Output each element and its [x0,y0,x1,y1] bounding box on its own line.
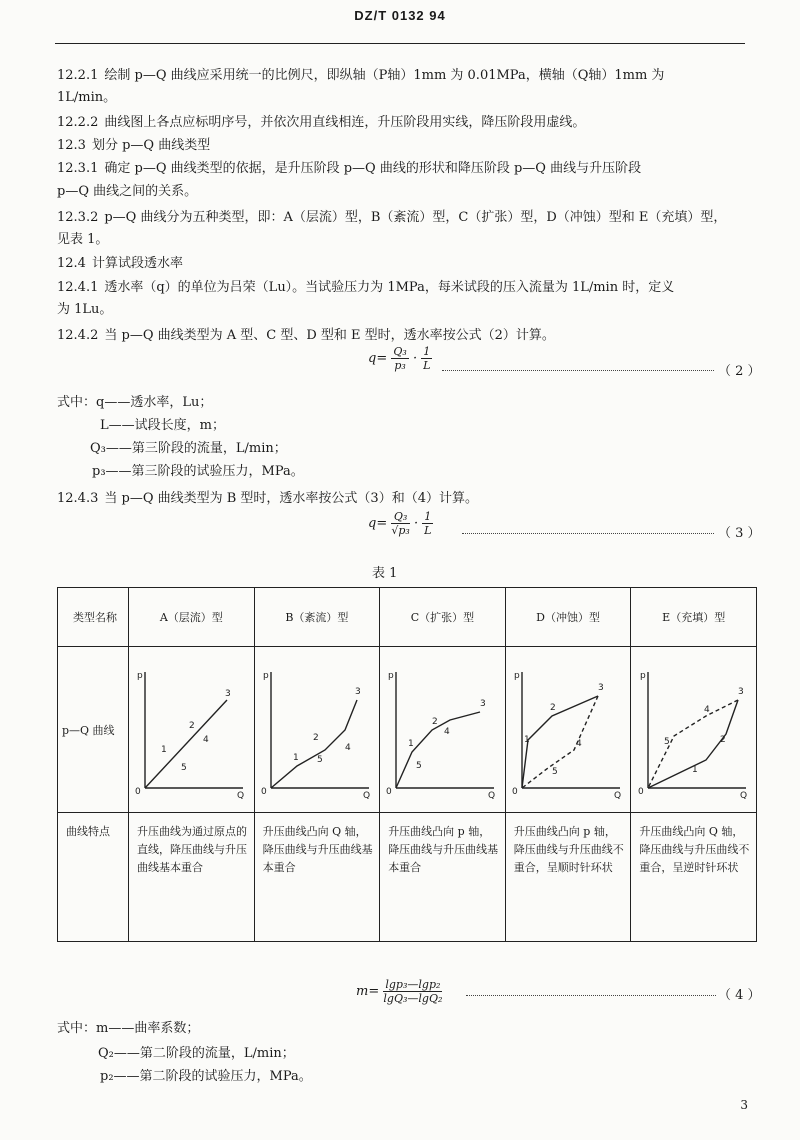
table-header-cell: D（冲蚀）型 [505,588,631,647]
axis-label-p: p [639,670,646,681]
curve-down [522,696,598,788]
section-heading: 12.3 划分 p—Q 曲线类型 [57,138,211,153]
table-1 [57,587,757,942]
point-label: 3 [225,688,232,699]
equation-number: （ 4 ） [718,988,761,1003]
section-heading: 12.4 计算试段透水率 [57,256,183,271]
where-item: p₂——第二阶段的试验压力，MPa。 [100,1069,312,1084]
origin-label: 0 [386,786,393,797]
paragraph: 为 1Lu。 [57,302,113,317]
paragraph: 12.3.1 确定 p—Q 曲线类型的依据，是升压阶段 p—Q 曲线的形状和降压阶段 p—Q 曲线与升压阶段 [57,161,642,176]
formula-4: m= $\frac{\text{lgp₃—lgp₂}}{\text{lgQ₃—lgQ₂}}$ [356,978,443,1005]
table-header-cell: E（充填）型 [631,588,757,647]
paragraph: 12.3.2 p—Q 曲线分为五种类型，即：A（层流）型，B（紊流）型，C（扩张）型，D（冲蚀）型和 E（充填）型， [57,210,727,225]
point-label: 4 [703,704,710,715]
curve-up [522,696,598,788]
point-label: 1 [524,734,530,745]
curve-up [145,700,227,788]
axis-label-q: Q [362,790,370,800]
axis-label-p: p [137,670,144,681]
curve-up [396,712,480,788]
table-cell: 升压曲线凸向 Q 轴，降压曲线与升压曲线不重合，呈逆时针环状 [631,813,757,942]
point-label: 4 [576,738,582,749]
where-intro: 式中：q——透水率，Lu； [57,395,213,410]
paragraph: 12.2.1 绘制 p—Q 曲线应采用统一的比例尺，即纵轴（P轴）1mm 为 0.01MPa，横轴（Q轴）1mm 为 [57,68,665,83]
point-label: 5 [552,766,558,777]
axis-label-p: p [262,670,269,681]
table-header-cell: 类型名称 [58,588,129,647]
where-item: Q₃——第三阶段的流量，L/min； [90,441,287,456]
point-label: 4 [344,742,351,753]
point-label: 3 [598,682,604,693]
point-label: 2 [432,716,439,727]
paragraph: 12.4.1 透水率（q）的单位为吕荣（Lu）。当试验压力为 1MPa，每米试段的压入流量为 1L/min 时，定义 [57,280,675,295]
origin-label: 0 [637,786,644,797]
table-cell: 升压曲线凸向 p 轴，降压曲线与升压曲线基本重合 [380,813,506,942]
axis-label-q: Q [739,790,747,800]
paragraph: 1L/min。 [57,90,117,105]
point-label: 5 [663,736,670,747]
axis-label-q: Q [237,790,245,800]
leader-dots [442,370,714,371]
point-label: 1 [161,744,168,755]
table-row-label: 曲线特点 [58,813,129,942]
leader-dots [462,533,714,534]
leader-dots [466,995,716,996]
pq-curve-e [634,660,754,800]
where-item: Q₂——第二阶段的流量，L/min； [98,1046,295,1061]
point-label: 1 [292,752,299,763]
point-label: 2 [312,732,319,743]
paragraph: p—Q 曲线之间的关系。 [57,184,198,199]
table-row-label: p—Q 曲线 [58,647,129,813]
axis-label-q: Q [488,790,496,800]
point-label: 2 [719,734,726,745]
point-label: 1 [408,738,415,749]
table-header-cell: B（紊流）型 [254,588,380,647]
point-label: 5 [181,762,188,773]
plot-b [254,647,380,813]
table-header-cell: C（扩张）型 [380,588,506,647]
axis-label-p: p [514,670,520,681]
point-label: 5 [316,754,323,765]
table-cell: 升压曲线为通过原点的直线，降压曲线与升压曲线基本重合 [129,813,255,942]
table-cell: 升压曲线凸向 p 轴，降压曲线与升压曲线不重合，呈顺时针环状 [505,813,631,942]
point-label: 1 [691,764,698,775]
point-label: 3 [737,686,744,697]
paragraph: 见表 1。 [57,232,109,247]
axis-label-q: Q [614,790,622,800]
point-label: 3 [480,698,487,709]
table-header-cell: A（层流）型 [129,588,255,647]
page-header: DZ/T 0132 94 [354,8,446,23]
table-cell: 升压曲线凸向 Q 轴，降压曲线与升压曲线基本重合 [254,813,380,942]
plot-d [505,647,631,813]
table-title: 表 1 [372,566,398,581]
equation-number: （ 2 ） [718,364,761,379]
where-item: p₃——第三阶段的试验压力，MPa。 [92,464,304,479]
paragraph: 12.4.2 当 p—Q 曲线类型为 A 型、C 型、D 型和 E 型时，透水率按公式（2）计算。 [57,328,555,343]
origin-label: 0 [512,786,518,797]
paragraph: 12.4.3 当 p—Q 曲线类型为 B 型时，透水率按公式（3）和（4）计算。 [57,491,478,506]
plot-a [129,647,255,813]
header-rule [55,43,745,44]
origin-label: 0 [260,786,267,797]
where-item: L——试段长度，m； [100,418,225,433]
point-label: 2 [550,702,556,713]
point-label: 4 [444,726,451,737]
point-label: 3 [354,686,361,697]
point-label: 4 [203,734,210,745]
point-label: 2 [189,720,196,731]
pq-curve-a [131,660,251,800]
pq-curve-c [382,660,502,800]
pq-curve-d [508,660,628,800]
point-label: 5 [416,760,423,771]
origin-label: 0 [135,786,142,797]
where-intro: 式中：m——曲率系数； [57,1021,200,1036]
page-number: 3 [740,1098,748,1112]
formula-2: q= $\frac{\text{Q₃}}{\text{p₃}}$ · $\frac{1}{L}$ [368,345,431,372]
plot-c [380,647,506,813]
paragraph: 12.2.2 曲线图上各点应标明序号，并依次用直线相连，升压阶段用实线，降压阶段用虚线。 [57,115,586,130]
plot-e [631,647,757,813]
formula-3: q= $\frac{\text{Q₃}}{\text{√p₃}}$ · $\frac{1}{L}$ [368,510,432,537]
pq-curve-b [257,660,377,800]
equation-number: （ 3 ） [718,526,761,541]
axis-label-p: p [388,670,395,681]
